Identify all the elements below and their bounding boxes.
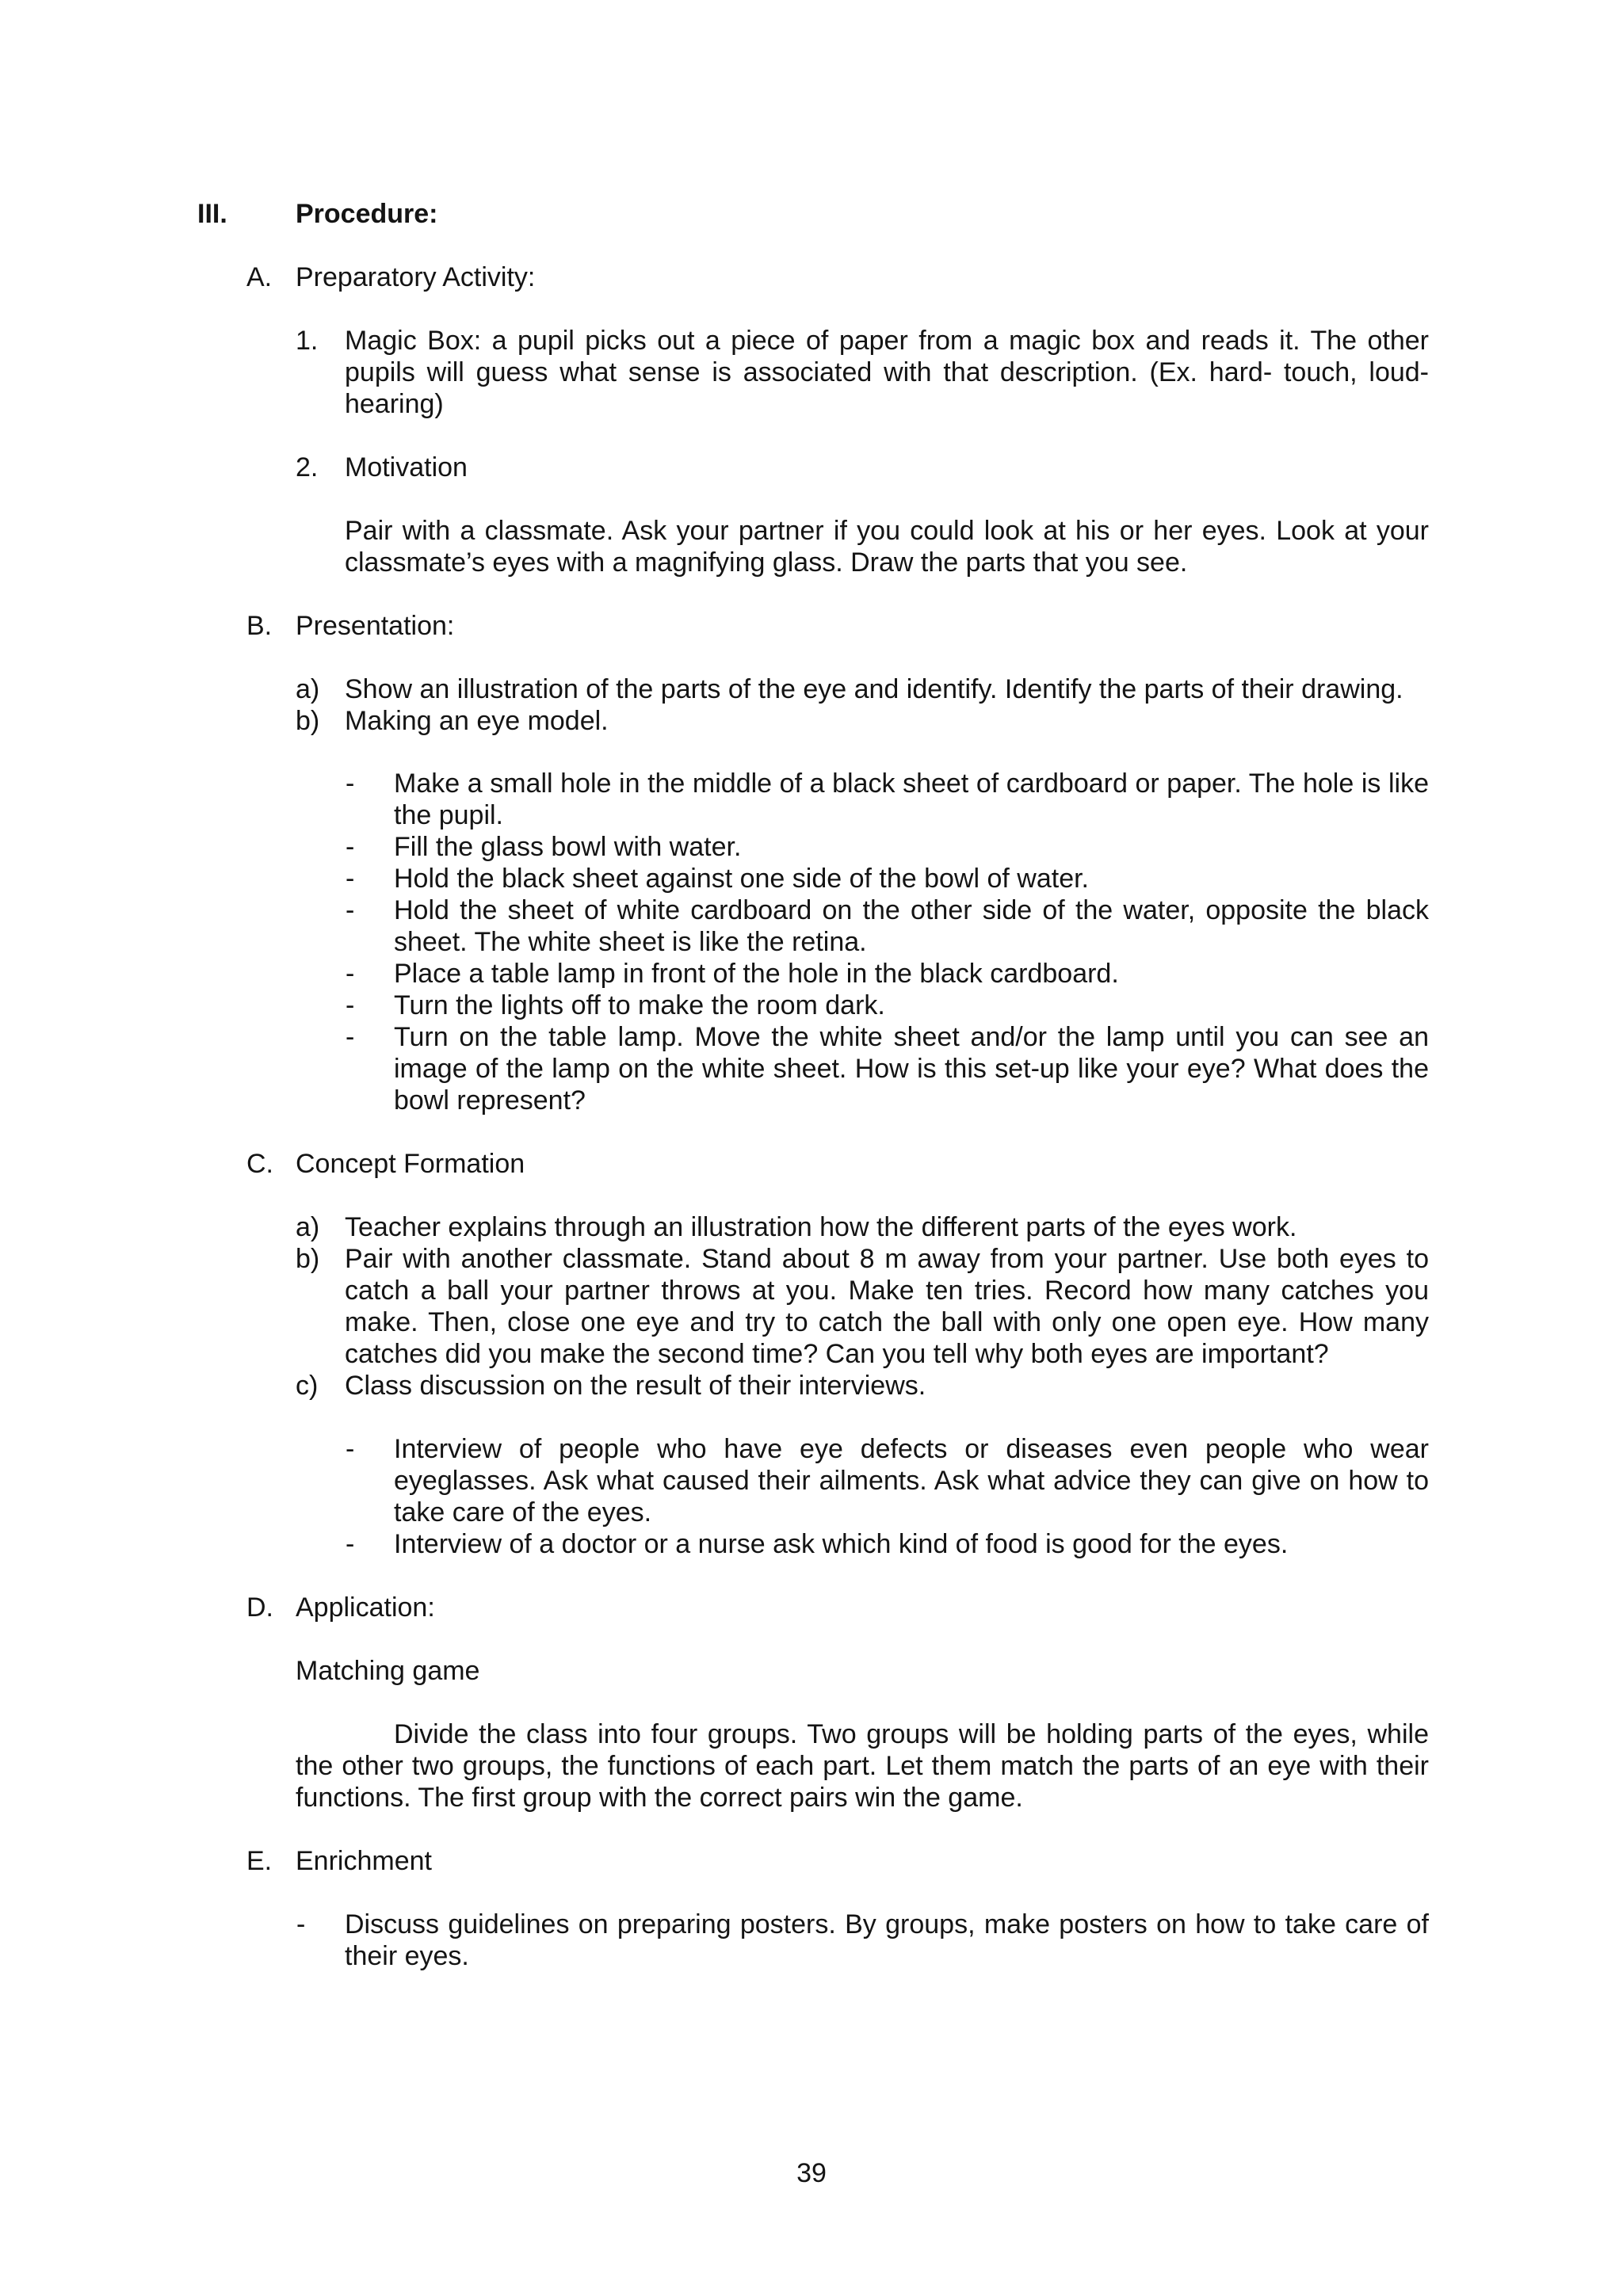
section-c-title: Concept Formation [296,1149,525,1179]
bullet-dash: - [346,769,355,799]
bullet-text: Turn the lights off to make the room dark. [394,990,885,1020]
section-e-letter: E. [246,1846,273,1876]
item-2-number: 2. [296,452,319,482]
bullet-text: Fill the glass bowl with water. [394,832,742,862]
list-text: Making an eye model. [345,706,609,736]
list-label: b) [296,706,320,736]
section-a-title: Preparatory Activity: [296,262,536,292]
bullet-dash: - [346,990,355,1020]
bullet-dash: - [296,1909,306,1939]
section-d-title: Application: [296,1592,435,1623]
section-b-title: Presentation: [296,611,455,641]
bullet-dash: - [346,959,355,989]
section-d-letter: D. [246,1592,273,1623]
bullet-dash: - [346,895,355,925]
section-b-letter: B. [246,611,273,641]
item-1-number: 1. [296,326,319,356]
bullet-dash: - [346,1529,355,1559]
list-label: a) [296,1212,320,1242]
list-text: Teacher explains through an illustration how the different parts of the eyes work. [345,1212,1297,1242]
section-e-title: Enrichment [296,1846,432,1876]
motivation-text: Pair with a classmate. Ask your partner if you could look at his or her eyes. Look at your classmate’s eyes with a magnifying glass. Draw the parts that you see. [345,516,1429,578]
list-label: b) [296,1244,320,1274]
bullet-dash: - [346,1434,355,1464]
item-2-title: Motivation [345,452,468,482]
bullet-text: Place a table lamp in front of the hole in the black cardboard. [394,959,1119,989]
bullet-text: Make a small hole in the middle of a black sheet of cardboard or paper. The hole is like the pupil. [394,769,1429,830]
bullet-text: Hold the black sheet against one side of the bowl of water. [394,864,1089,894]
list-label: c) [296,1371,319,1401]
bullet-text: Interview of people who have eye defects or diseases even people who wear eyeglasses. Ask what caused their ailments. Ask what advice they can give on how to take care of the eyes. [394,1434,1429,1527]
bullet-dash: - [346,832,355,862]
bullet-text: Hold the sheet of white cardboard on the other side of the water, opposite the black sheet. The white sheet is like the retina. [394,895,1429,957]
bullet-text: Discuss guidelines on preparing posters. By groups, make posters on how to take care of their eyes. [345,1909,1429,1971]
bullet-dash: - [346,1022,355,1052]
list-text: Pair with another classmate. Stand about 8 m away from your partner. Use both eyes to catch a ball your partner throws at you. Make ten tries. Record how many catches you make. Then, close one eye and try to catch the ball with only one open eye. How many catches did you make the second time? Can you tell why both eyes are important? [345,1244,1429,1369]
section-title: Procedure: [296,199,438,229]
page-number: 39 [796,2158,827,2188]
matching-game-title: Matching game [296,1656,480,1686]
bullet-text: Turn on the table lamp. Move the white sheet and/or the lamp until you can see an image of the lamp on the white sheet. How is this set-up like your eye? What does the bowl represent? [394,1022,1429,1116]
list-text: Show an illustration of the parts of the eye and identify. Identify the parts of their drawing. [345,674,1403,704]
list-text: Class discussion on the result of their interviews. [345,1371,926,1401]
section-numeral: III. [197,199,227,229]
section-a-letter: A. [246,262,273,292]
list-label: a) [296,674,320,704]
bullet-dash: - [346,864,355,894]
section-c-letter: C. [246,1149,273,1179]
item-1-text: Magic Box: a pupil picks out a piece of paper from a magic box and reads it. The other pupils will guess what sense is associated with that description. (Ex. hard- touch, loud- hearing) [345,326,1429,419]
bullet-text: Interview of a doctor or a nurse ask which kind of food is good for the eyes. [394,1529,1289,1559]
application-paragraph: Divide the class into four groups. Two groups will be holding parts of the eyes, while the other two groups, the functions of each part. Let them match the parts of an eye with their functions. The first group with the correct pairs win the game. [296,1719,1429,1813]
